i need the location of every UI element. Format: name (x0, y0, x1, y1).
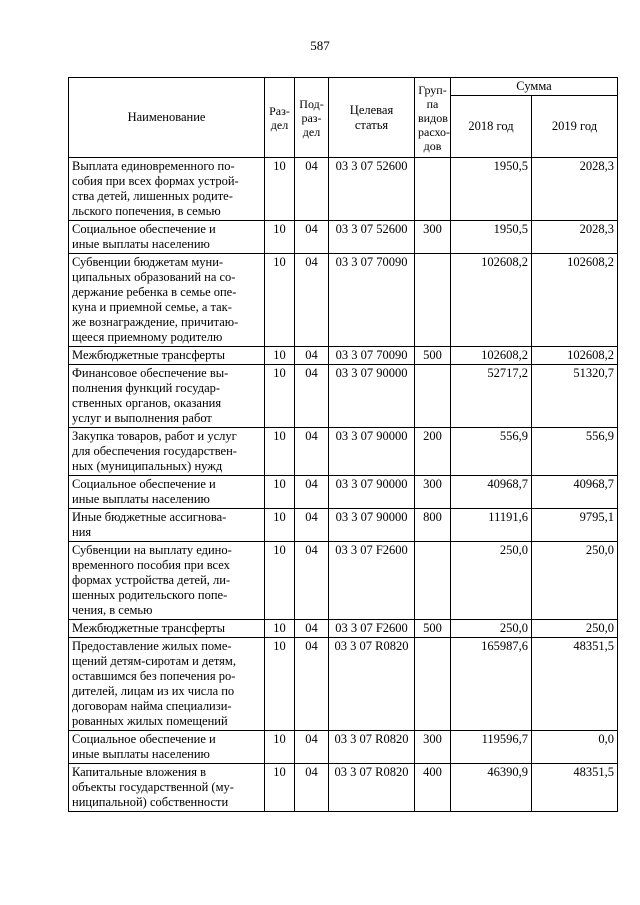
table-row (69, 731, 618, 764)
row-amount-2018: 40968,7 (451, 476, 532, 509)
row-group (415, 254, 451, 347)
row-podrazdel: 04 (295, 158, 329, 221)
row-target: 03 3 07 52600 (329, 221, 415, 254)
table-row (69, 347, 618, 365)
row-razdel: 10 (265, 638, 295, 731)
row-razdel: 10 (265, 620, 295, 638)
header-name: Наименование (69, 78, 265, 158)
row-razdel: 10 (265, 347, 295, 365)
row-group: 200 (415, 428, 451, 476)
row-amount-2019: 556,9 (532, 428, 618, 476)
row-razdel: 10 (265, 254, 295, 347)
row-amount-2019: 250,0 (532, 542, 618, 620)
row-amount-2018: 250,0 (451, 542, 532, 620)
row-name: Социальное обеспечение и иные выплаты населению (69, 731, 265, 764)
row-group: 300 (415, 731, 451, 764)
header-target: Целевая статья (329, 78, 415, 158)
row-name: Социальное обеспечение и иные выплаты населению (69, 221, 265, 254)
row-amount-2019: 102608,2 (532, 347, 618, 365)
row-name: Межбюджетные трансферты (69, 620, 265, 638)
row-target: 03 3 07 90000 (329, 365, 415, 428)
header-sum: Сумма (451, 78, 618, 96)
row-amount-2018: 11191,6 (451, 509, 532, 542)
table-row (69, 221, 618, 254)
header-year-2019: 2019 год (532, 96, 618, 158)
table-row (69, 509, 618, 542)
row-amount-2019: 2028,3 (532, 158, 618, 221)
row-target: 03 3 07 R0820 (329, 731, 415, 764)
row-target: 03 3 07 F2600 (329, 620, 415, 638)
row-name: Закупка товаров, работ и услуг для обеспечения государствен- ных (муниципальных) нужд (69, 428, 265, 476)
table-row (69, 638, 618, 731)
row-group: 500 (415, 620, 451, 638)
row-podrazdel: 04 (295, 542, 329, 620)
row-amount-2019: 51320,7 (532, 365, 618, 428)
row-target: 03 3 07 90000 (329, 476, 415, 509)
row-amount-2018: 102608,2 (451, 254, 532, 347)
table-row (69, 476, 618, 509)
row-podrazdel: 04 (295, 638, 329, 731)
row-target: 03 3 07 70090 (329, 254, 415, 347)
row-amount-2018: 1950,5 (451, 221, 532, 254)
row-amount-2018: 165987,6 (451, 638, 532, 731)
row-name: Капитальные вложения в объекты государственной (му- ниципальной) собственности (69, 764, 265, 812)
row-name: Предоставление жилых поме- щений детям-сиротам и детям, оставшимся без попечения ро- дителей, лицам из их числа по договорам найма специализи- рованных жилых помещений (69, 638, 265, 731)
row-podrazdel: 04 (295, 254, 329, 347)
row-group: 300 (415, 221, 451, 254)
row-razdel: 10 (265, 542, 295, 620)
row-amount-2019: 40968,7 (532, 476, 618, 509)
header-podrazdel: Под- раз- дел (295, 78, 329, 158)
table-row (69, 254, 618, 347)
row-amount-2019: 250,0 (532, 620, 618, 638)
row-group: 300 (415, 476, 451, 509)
table-row (69, 365, 618, 428)
row-target: 03 3 07 90000 (329, 428, 415, 476)
header-razdel: Раз- дел (265, 78, 295, 158)
row-amount-2018: 250,0 (451, 620, 532, 638)
row-podrazdel: 04 (295, 365, 329, 428)
row-razdel: 10 (265, 764, 295, 812)
row-razdel: 10 (265, 221, 295, 254)
row-group (415, 158, 451, 221)
table-row (69, 428, 618, 476)
row-name: Финансовое обеспечение вы- полнения функций государ- ственных органов, оказания услуг и выполнения работ (69, 365, 265, 428)
row-amount-2019: 0,0 (532, 731, 618, 764)
row-group (415, 638, 451, 731)
row-name: Выплата единовременного по- собия при всех формах устрой- ства детей, лишенных родите- льского попечения, в семью (69, 158, 265, 221)
row-podrazdel: 04 (295, 509, 329, 542)
row-amount-2018: 46390,9 (451, 764, 532, 812)
page-number: 587 (310, 38, 330, 53)
row-target: 03 3 07 F2600 (329, 542, 415, 620)
row-amount-2019: 48351,5 (532, 764, 618, 812)
header-group: Груп- па видов расхо- дов (415, 78, 451, 158)
row-razdel: 10 (265, 476, 295, 509)
row-podrazdel: 04 (295, 620, 329, 638)
table-row (69, 158, 618, 221)
row-podrazdel: 04 (295, 221, 329, 254)
row-name: Субвенции бюджетам муни- ципальных образований на со- держание ребенка в семье опе- куна и приемной семье, а так- же вознаграждение, причитаю- щееся приемному родителю (69, 254, 265, 347)
table-header (69, 78, 618, 158)
row-group (415, 542, 451, 620)
row-razdel: 10 (265, 731, 295, 764)
table-row (69, 620, 618, 638)
table-body (69, 158, 618, 812)
row-amount-2019: 48351,5 (532, 638, 618, 731)
row-amount-2018: 119596,7 (451, 731, 532, 764)
row-target: 03 3 07 R0820 (329, 638, 415, 731)
row-amount-2018: 102608,2 (451, 347, 532, 365)
row-razdel: 10 (265, 365, 295, 428)
row-amount-2018: 556,9 (451, 428, 532, 476)
row-podrazdel: 04 (295, 476, 329, 509)
row-razdel: 10 (265, 158, 295, 221)
row-group (415, 365, 451, 428)
row-razdel: 10 (265, 428, 295, 476)
row-podrazdel: 04 (295, 347, 329, 365)
row-razdel: 10 (265, 509, 295, 542)
row-target: 03 3 07 R0820 (329, 764, 415, 812)
row-amount-2019: 2028,3 (532, 221, 618, 254)
row-target: 03 3 07 90000 (329, 509, 415, 542)
row-amount-2018: 52717,2 (451, 365, 532, 428)
row-name: Иные бюджетные ассигнова- ния (69, 509, 265, 542)
row-podrazdel: 04 (295, 764, 329, 812)
table-row (69, 764, 618, 812)
row-name: Межбюджетные трансферты (69, 347, 265, 365)
row-group: 800 (415, 509, 451, 542)
row-podrazdel: 04 (295, 731, 329, 764)
row-name: Социальное обеспечение и иные выплаты населению (69, 476, 265, 509)
row-group: 500 (415, 347, 451, 365)
row-target: 03 3 07 70090 (329, 347, 415, 365)
row-podrazdel: 04 (295, 428, 329, 476)
row-amount-2019: 9795,1 (532, 509, 618, 542)
row-target: 03 3 07 52600 (329, 158, 415, 221)
row-group: 400 (415, 764, 451, 812)
row-amount-2018: 1950,5 (451, 158, 532, 221)
row-name: Субвенции на выплату едино- временного пособия при всех формах устройства детей, ли- шенных родительского попе- чения, в семью (69, 542, 265, 620)
header-year-2018: 2018 год (451, 96, 532, 158)
budget-table (68, 77, 618, 812)
table-row (69, 542, 618, 620)
row-amount-2019: 102608,2 (532, 254, 618, 347)
